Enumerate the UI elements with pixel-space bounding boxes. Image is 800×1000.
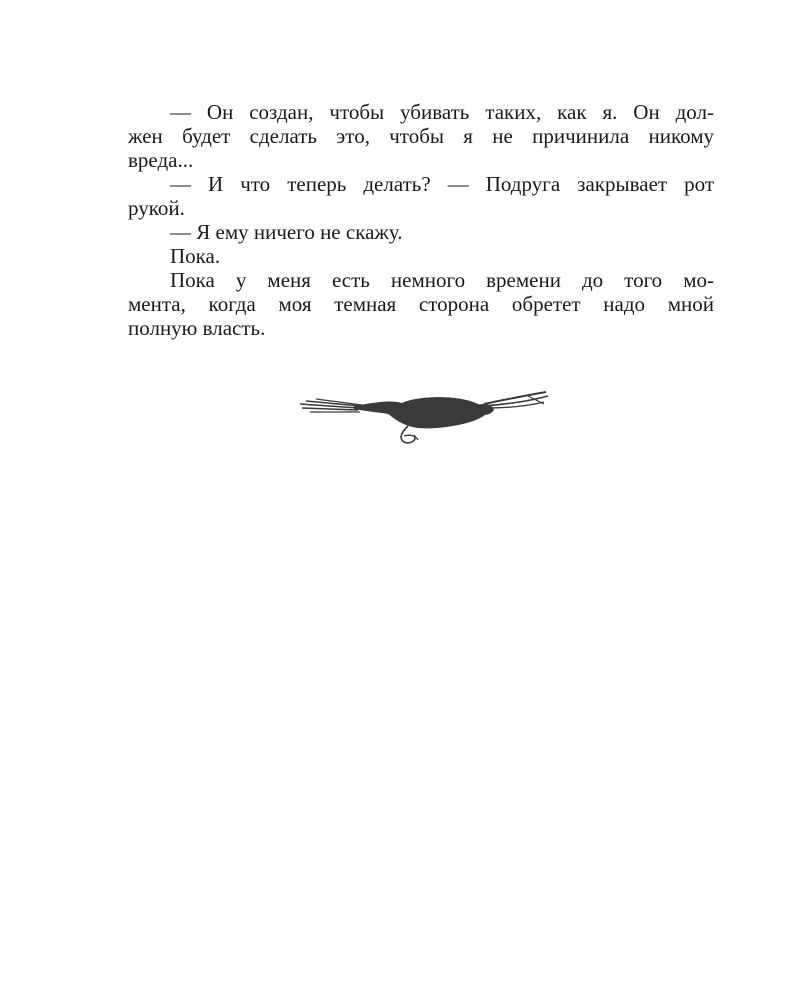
text-line: — И что теперь делать? — Подруга закрывает рот: [170, 172, 714, 196]
text-line: мента, когда моя темная сторона обретет надо мной: [128, 292, 714, 316]
text-line: — Он создан, чтобы убивать таких, как я. Он дол-: [170, 100, 714, 124]
text-line: полную власть.: [128, 316, 266, 340]
text-line: — Я ему ничего не скажу.: [170, 220, 403, 244]
text-line: Пока.: [170, 244, 221, 268]
text-line: жен будет сделать это, чтобы я не причинила никому: [128, 124, 714, 148]
text-line: вреда...: [128, 148, 194, 172]
text-line: рукой.: [128, 196, 185, 220]
flying-bird-icon: [298, 390, 554, 450]
page-text: [128, 100, 714, 340]
text-line: Пока у меня есть немного времени до того мо-: [170, 268, 714, 292]
